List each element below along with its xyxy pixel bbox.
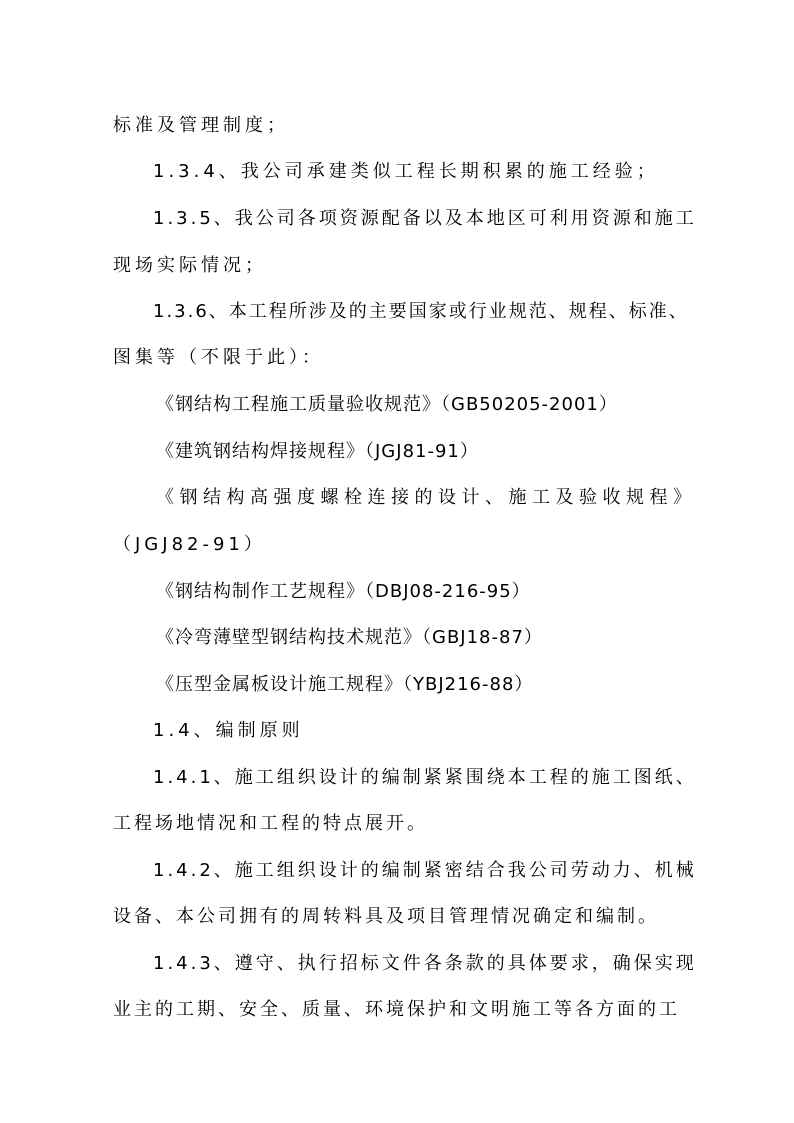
text-line: 业主的工期、安全、质量、环境保护和文明施工等各方面的工 xyxy=(113,999,680,1020)
text-line: 1.3.5、我公司各项资源配备以及本地区可利用资源和施工 xyxy=(153,208,697,229)
text-line: 现场实际情况； xyxy=(113,255,267,276)
text-line: 《建筑钢结构焊接规程》（JGJ81-91） xyxy=(156,441,479,462)
text-line: 标准及管理制度； xyxy=(113,115,289,136)
text-line: 图集等（不限于此）： xyxy=(113,347,324,368)
text-line: 《钢结构制作工艺规程》（DBJ08-216-95） xyxy=(156,581,531,602)
text-line: 设备、本公司拥有的周转料具及项目管理情况确定和编制。 xyxy=(113,906,659,927)
text-line: 《冷弯薄壁型钢结构技术规范》（GBJ18-87） xyxy=(156,627,543,648)
text-line: 《钢结构高强度螺栓连接的设计、施工及验收规程》 xyxy=(156,487,697,508)
text-line: （JGJ82-91） xyxy=(113,534,266,555)
text-line: 1.3.6、本工程所涉及的主要国家或行业规范、规程、标准、 xyxy=(153,301,689,322)
text-line: 《压型金属板设计施工规程》（YBJ216-88） xyxy=(156,674,534,695)
text-line: 1.4.1、施工组织设计的编制紧紧围绕本工程的施工图纸、 xyxy=(153,767,697,788)
text-line: 工程场地情况和工程的特点展开。 xyxy=(113,813,428,834)
text-line: 1.4、编制原则 xyxy=(153,720,304,741)
text-line: 1.3.4、我公司承建类似工程长期积累的施工经验； xyxy=(153,161,659,182)
text-line: 1.4.2、施工组织设计的编制紧密结合我公司劳动力、机械 xyxy=(153,860,697,881)
text-line: 1.4.3、遵守、执行招标文件各条款的具体要求，确保实现 xyxy=(153,953,697,974)
text-line: 《钢结构工程施工质量验收规范》（GB50205-2001） xyxy=(156,394,618,415)
